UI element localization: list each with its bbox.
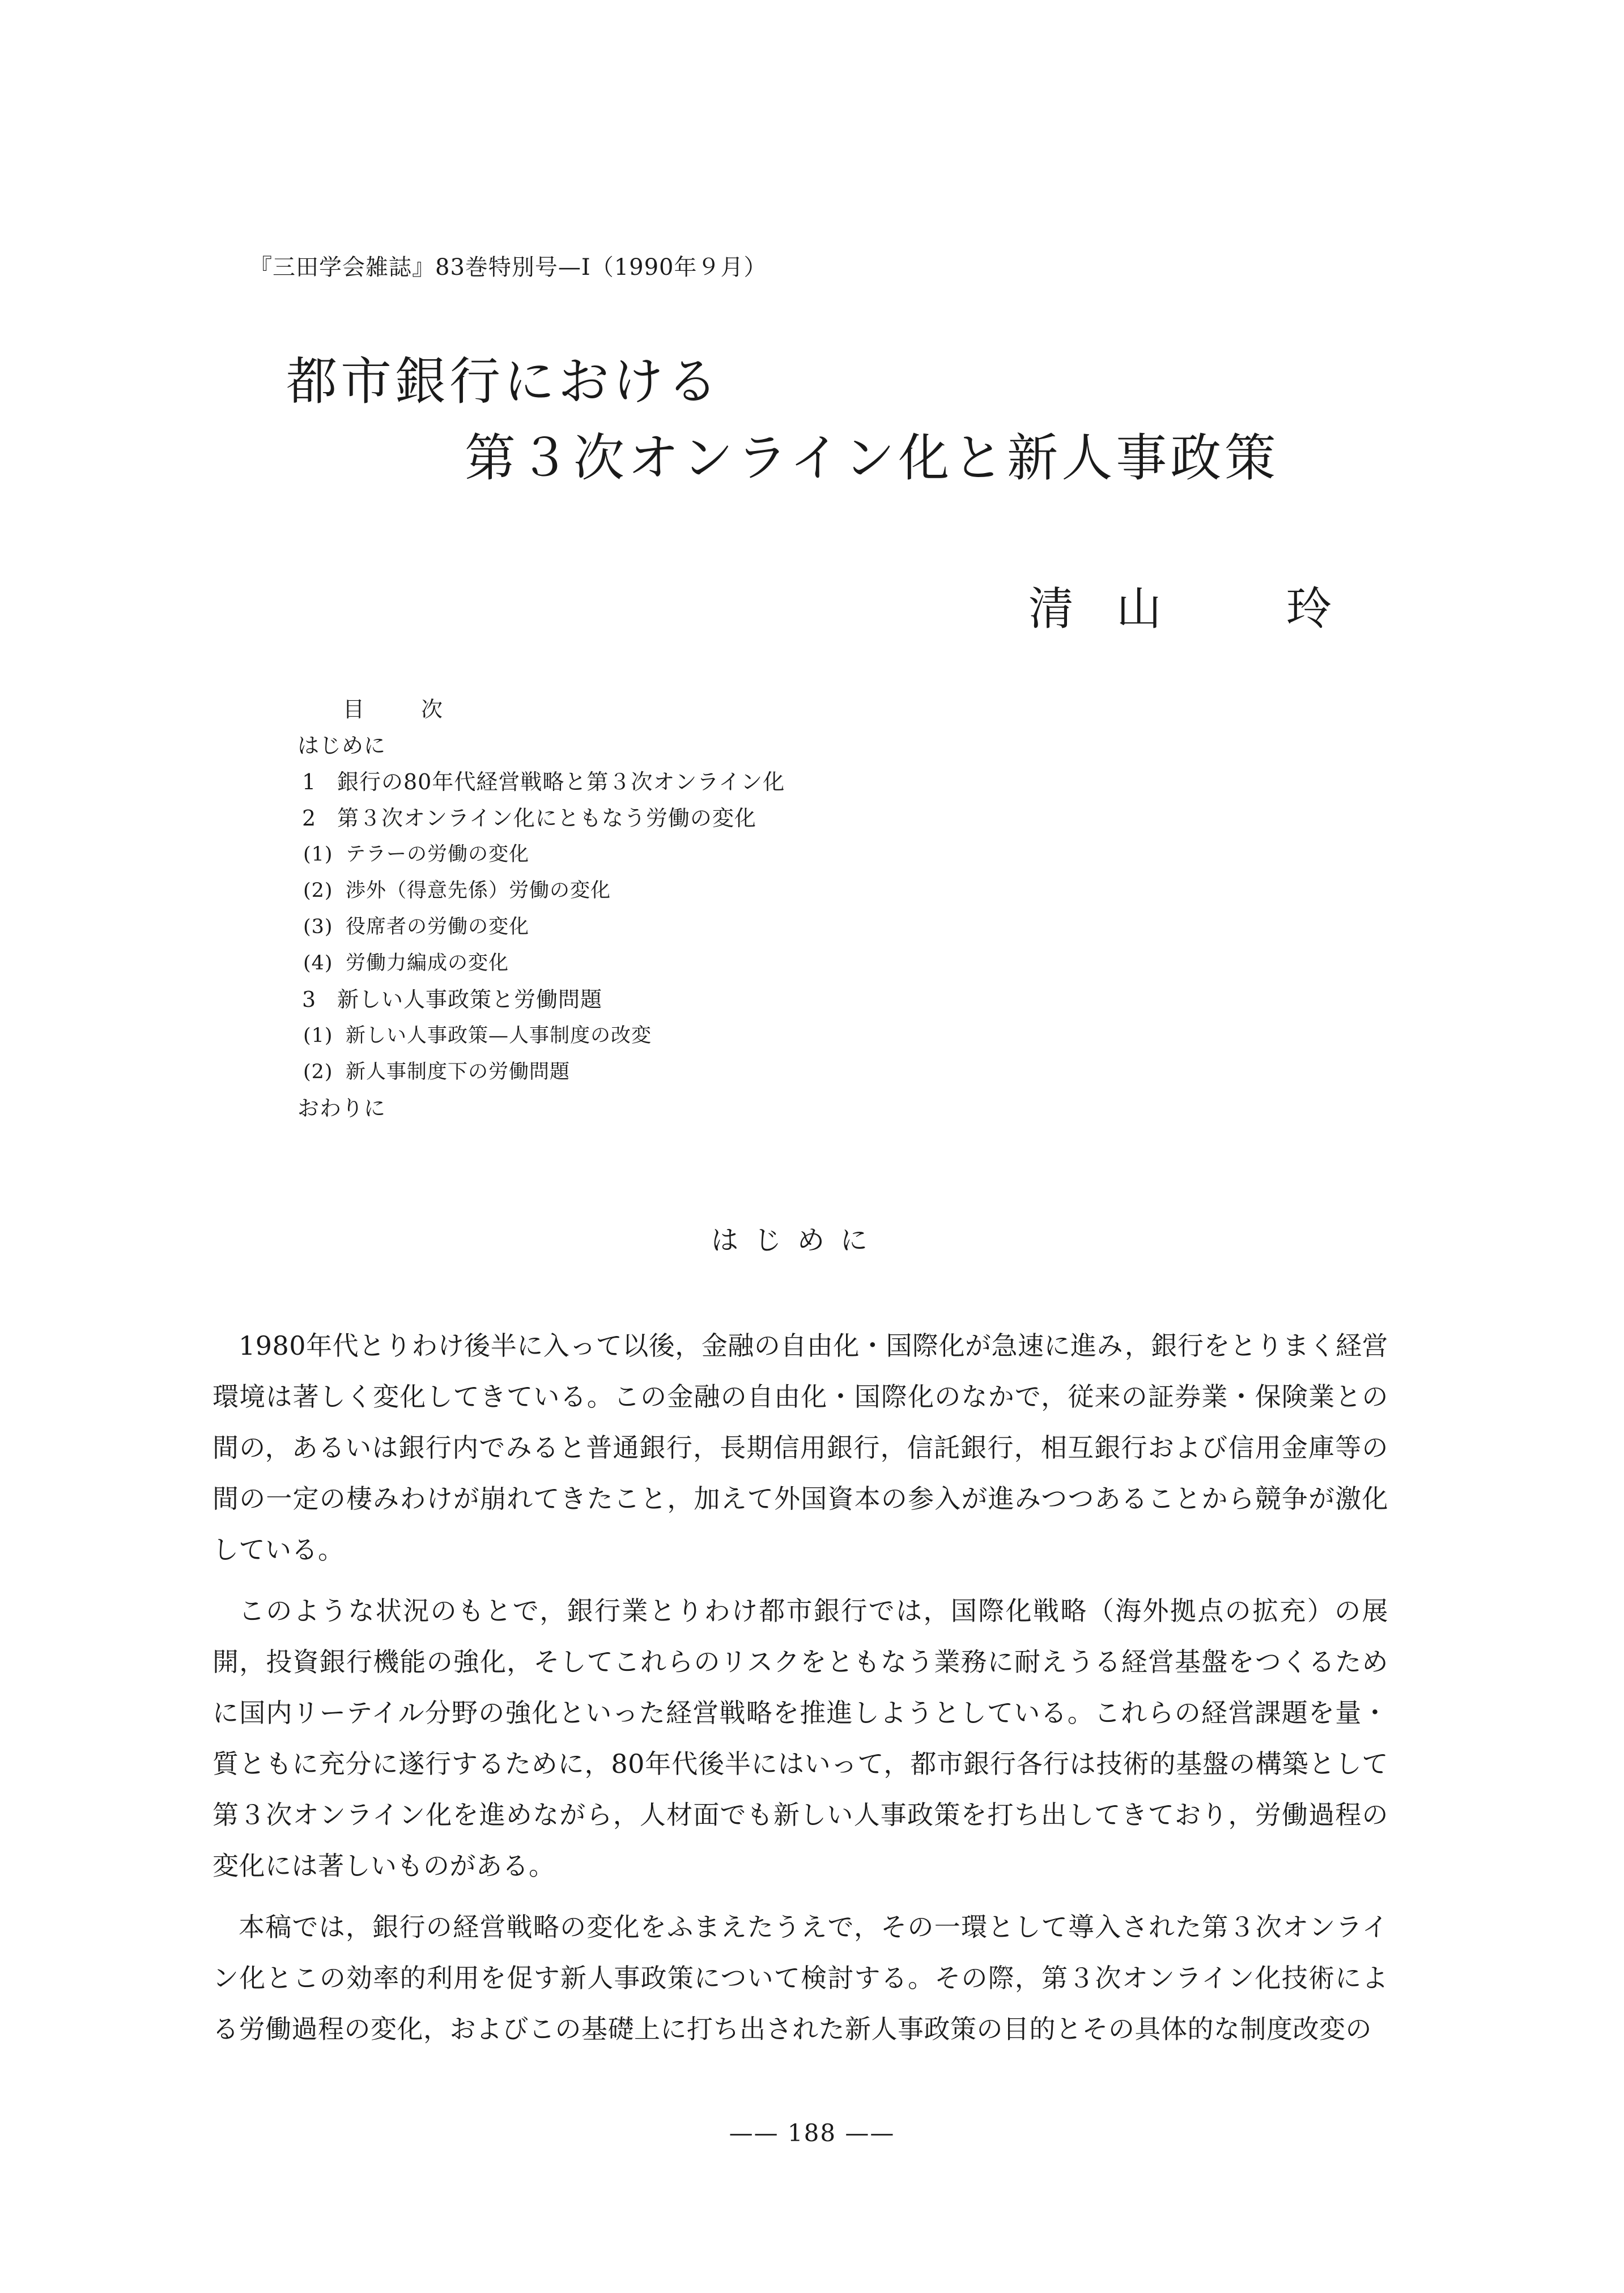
- table-of-contents: [297, 691, 785, 1126]
- toc-item: 1 銀行の80年代経営戦略と第３次オンライン化: [302, 769, 785, 794]
- toc-item: (1) テラーの労働の変化: [303, 843, 530, 866]
- toc-item: (4) 労働力編成の変化: [303, 952, 509, 975]
- paragraph: 本稿では，銀行の経営戦略の変化をふまえたうえで，その一環として導入された第３次オンライン化とこの効率的利用を促す新人事政策について検討する。その際，第３次オンライン化技術による労働過程の変化，およびこの基礎上に打ち出された新人事政策の目的とその具体的な制度改変の: [212, 1912, 1388, 2044]
- toc-item: (2) 渉外（得意先係）労働の変化: [303, 879, 611, 902]
- toc-item: (1) 新しい人事政策—人事制度の改変: [303, 1024, 652, 1047]
- section-heading: はじめに: [711, 1224, 884, 1256]
- toc-heading: 目次: [343, 697, 500, 722]
- article-title-line-2: 第３次オンライン化と新人事政策: [465, 428, 1279, 488]
- author-name: [1028, 572, 1332, 637]
- toc-item: (3) 役席者の労働の変化: [303, 916, 530, 938]
- page-number: —— 188 ——: [729, 2119, 895, 2147]
- toc-item: 2 第３次オンライン化にともなう労働の変化: [302, 806, 756, 831]
- author-given-name: 玲: [1286, 582, 1332, 635]
- author-family-char-1: 清: [1028, 582, 1074, 635]
- toc-item: はじめに: [297, 733, 386, 758]
- author-family-char-2: 山: [1116, 582, 1162, 635]
- toc-item: おわりに: [297, 1096, 386, 1121]
- journal-citation: 『三田学会雑誌』83巻特別号—Ⅰ（1990年９月）: [249, 254, 767, 280]
- toc-item: (2) 新人事制度下の労働問題: [303, 1061, 571, 1083]
- body-text: [212, 1320, 1388, 2065]
- paragraph: 1980年代とりわけ後半に入って以後，金融の自由化・国際化が急速に進み，銀行をとりまく経営環境は著しく変化してきている。この金融の自由化・国際化のなかで，従来の証券業・保険業との間の，あるいは銀行内でみると普通銀行，長期信用銀行，信託銀行，相互銀行および信用金庫等の間の一定の棲みわけが崩れてきたこと，加えて外国資本の参入が進みつつあることから競争が激化している。: [212, 1330, 1388, 1565]
- article-title-line-1: 都市銀行における: [286, 352, 721, 411]
- paragraph: このような状況のもとで，銀行業とりわけ都市銀行では，国際化戦略（海外拠点の拡充）の展開，投資銀行機能の強化，そしてこれらのリスクをともなう業務に耐えうる経営基盤をつくるために国内リーテイル分野の強化といった経営戦略を推進しようとしている。これらの経営課題を量・質ともに充分に遂行するために，80年代後半にはいって，都市銀行各行は技術的基盤の構築として第３次オンライン化を進めながら，人材面でも新しい人事政策を打ち出してきており，労働過程の変化には著しいものがある。: [212, 1596, 1388, 1881]
- toc-item: 3 新しい人事政策と労働問題: [302, 987, 603, 1012]
